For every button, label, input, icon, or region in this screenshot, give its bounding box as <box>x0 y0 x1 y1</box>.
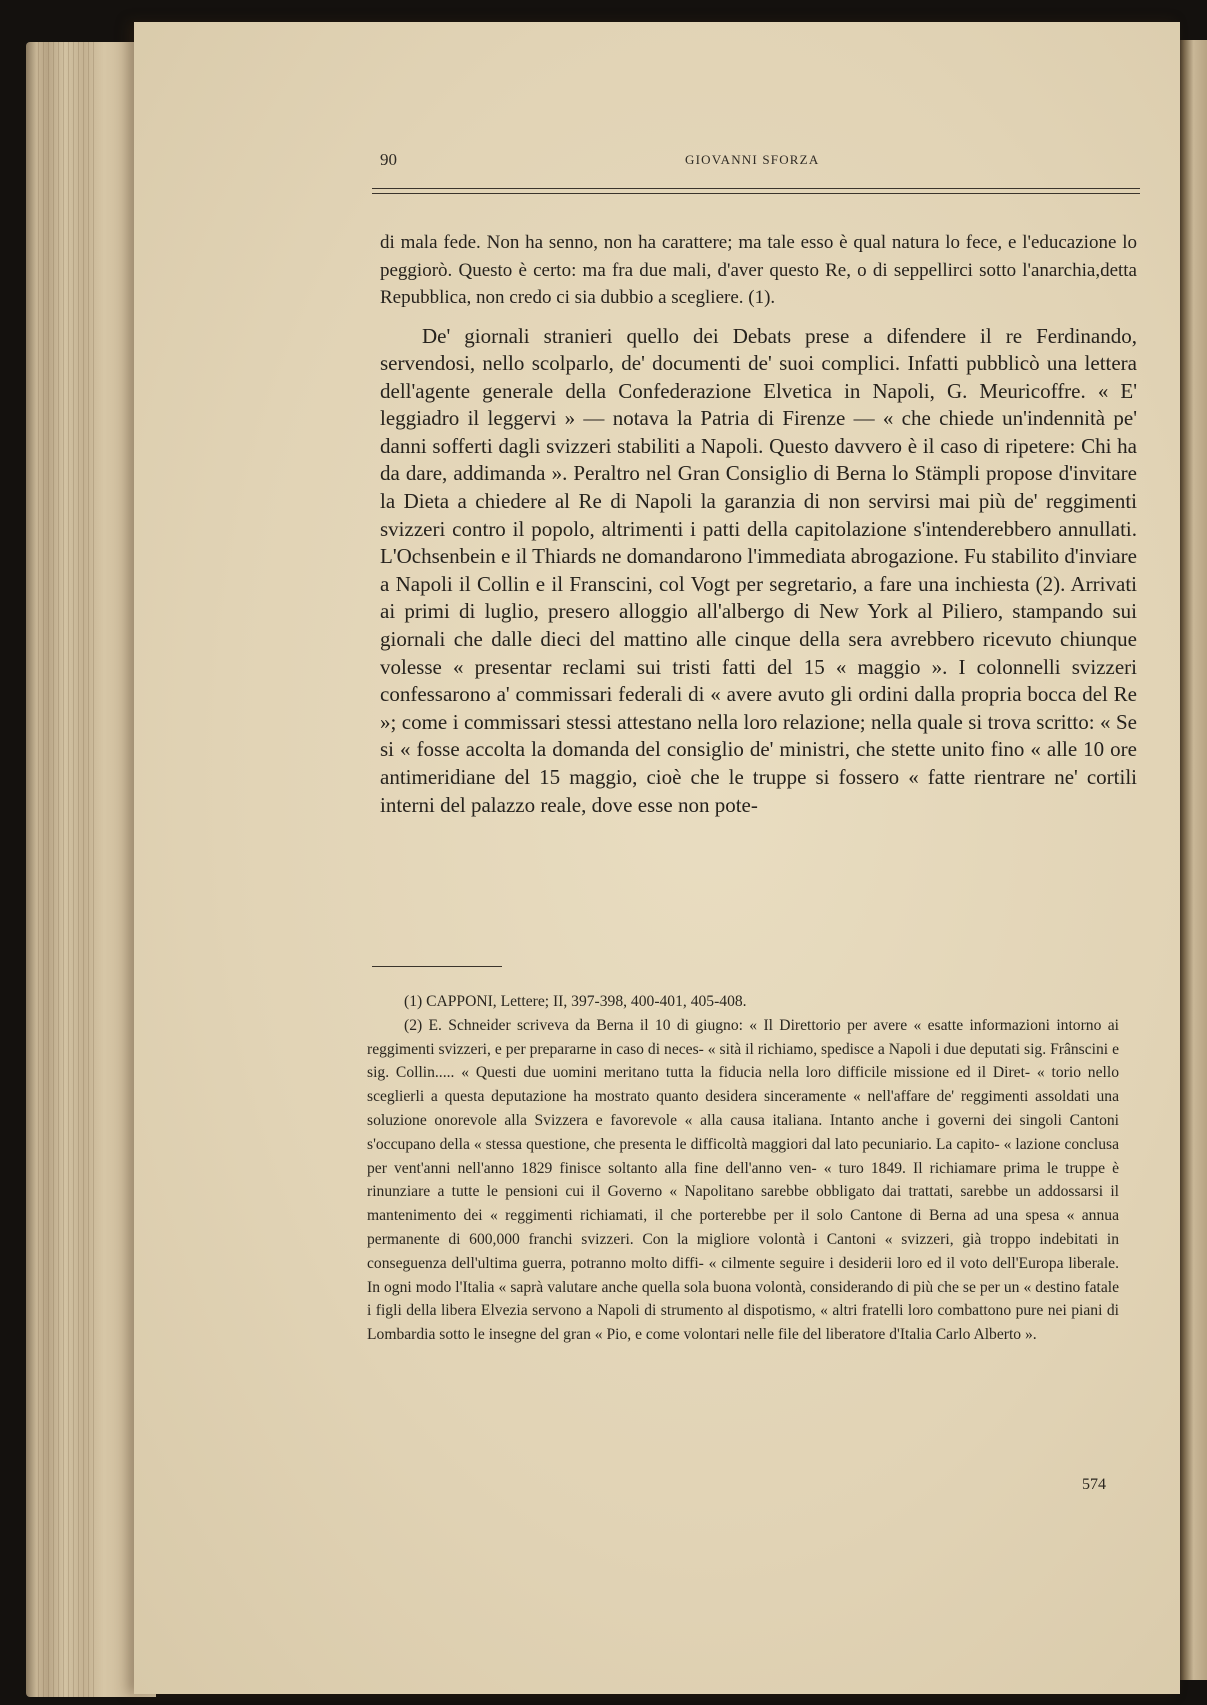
paragraph-continued: di mala fede. Non ha senno, non ha carattere; ma tale esso è qual natura lo fece, e l'educazione lo peggiorò. Questo è certo: ma fra due mali, d'aver questo Re, o di seppellirci sotto l'anarchia,detta Repubblica, non credo ci sia dubbio a scegliere. (1). <box>380 232 1137 308</box>
header-rule-bottom <box>372 193 1140 194</box>
paragraph-debats: De' giornali stranieri quello dei Debats prese a difendere il re Ferdinando, servendosi, nello scolparlo, de' documenti de' suoi complici. Infatti pubblicò una lettera dell'agente generale della Confederazione Elvetica in Napoli, G. Meuricoffre. « E' leggiadro il leggervi » — notava la Patria di Firenze — « che chiede un'indennità pe' danni sofferti dagli svizzeri stabiliti a Napoli. Questo davvero è il caso di ripetere: Chi ha da dare, addimanda ». Peraltro nel Gran Consiglio di Berna lo Stämpli propose d'invitare la Dieta a chiedere al Re di Napoli la garanzia di non servirsi mai più de' reggimenti svizzeri contro il popolo, altrimenti i patti della capitolazione s'intenderebbero annullati. L'Ochsenbein e il Thiards ne domandarono l'immediata abrogazione. Fu stabilito d'inviare a Napoli il Collin e il Franscini, col Vogt per segretario, a fare una inchiesta (2). Arrivati ai primi di luglio, presero alloggio all'albergo di New York al Piliero, stampando sui giornali che dalle dieci del mattino alle cinque della sera avrebbero ricevuto chiunque volesse « presentar reclami sui tristi fatti del 15 « maggio ». I colonnelli svizzeri confessarono a' commissari federali di « avere avuto gli ordini dalla propria bocca del Re »; come i commissari stessi attestano nella loro relazione; nella quale si trova scritto: « Se si « fosse accolta la domanda del consiglio de' ministri, che stette unito fino « alle 10 ore antimeridiane del 15 maggio, cioè che le truppe si fossero « fatte rientrare ne' cortili interni del palazzo reale, dove esse non pote- <box>380 323 1137 817</box>
page-number: 90 <box>380 150 397 169</box>
footnotes <box>367 990 1119 1347</box>
running-title: GIOVANNI SFORZA <box>685 152 820 167</box>
main-text <box>380 229 1137 819</box>
footnote-1: (1) CAPPONI, Lettere; II, 397-398, 400-401, 405-408. <box>404 993 747 1010</box>
signature-mark: 574 <box>1082 1476 1106 1493</box>
footnote-2: (2) E. Schneider scriveva da Berna il 10 di giugno: « Il Direttorio per avere « esatte informazioni intorno ai reggimenti svizzeri, e per prepararne in caso di neces- « sità il richiamo, spedisce a Napoli i due deputati sig. Frânscini e sig. Collin..... « Questi due uomini meritano tutta la fiducia nella loro difficile missione ed il Diret- « torio nello sceglierli a questa deputazione ha mostrato quanto desidera sinceramente « nell'affare de' reggimenti assoldati una soluzione onorevole alla Svizzera e favorevole « alla causa italiana. Intanto anche i governi dei singoli Cantoni s'occupano della « stessa questione, che presenta le difficoltà maggiori dal lato pecuniario. La capito- « lazione conclusa per vent'anni nell'anno 1829 finisce soltanto alla fine dell'anno ven- « turo 1849. Il richiamare prima le truppe è rinunziare a tutte le pensioni cui il Governo « Napolitano sarebbe obbligato dai trattati, sarebbe un addossarsi il mantenimento dei « reggimenti richiamati, il che porterebbe per il solo Cantone di Berna ad una spesa « annua permanente di 600,000 franchi svizzeri. Con la migliore volontà i Cantoni « svizzeri, già troppo indebitati in conseguenza dell'ultima guerra, potranno molto diffi- « cilmente seguire i desiderii loro ed il voto dell'Europa liberale. In ogni modo l'Italia « saprà valutare anche quella sola buona volontà, considerando di più che se per un « destino fatale i figli della libera Elvezia servono a Napoli di strumento al dispotismo, « altri fratelli loro combattono pure nei piani di Lombardia sotto le insegne del gran « Pio, e come volontari nelle file del liberatore d'Italia Carlo Alberto ». <box>367 1016 1119 1344</box>
facing-page-edge <box>1177 40 1207 1680</box>
running-head <box>380 150 1140 174</box>
header-rule-top <box>372 188 1140 189</box>
footnote-separator <box>372 966 502 967</box>
